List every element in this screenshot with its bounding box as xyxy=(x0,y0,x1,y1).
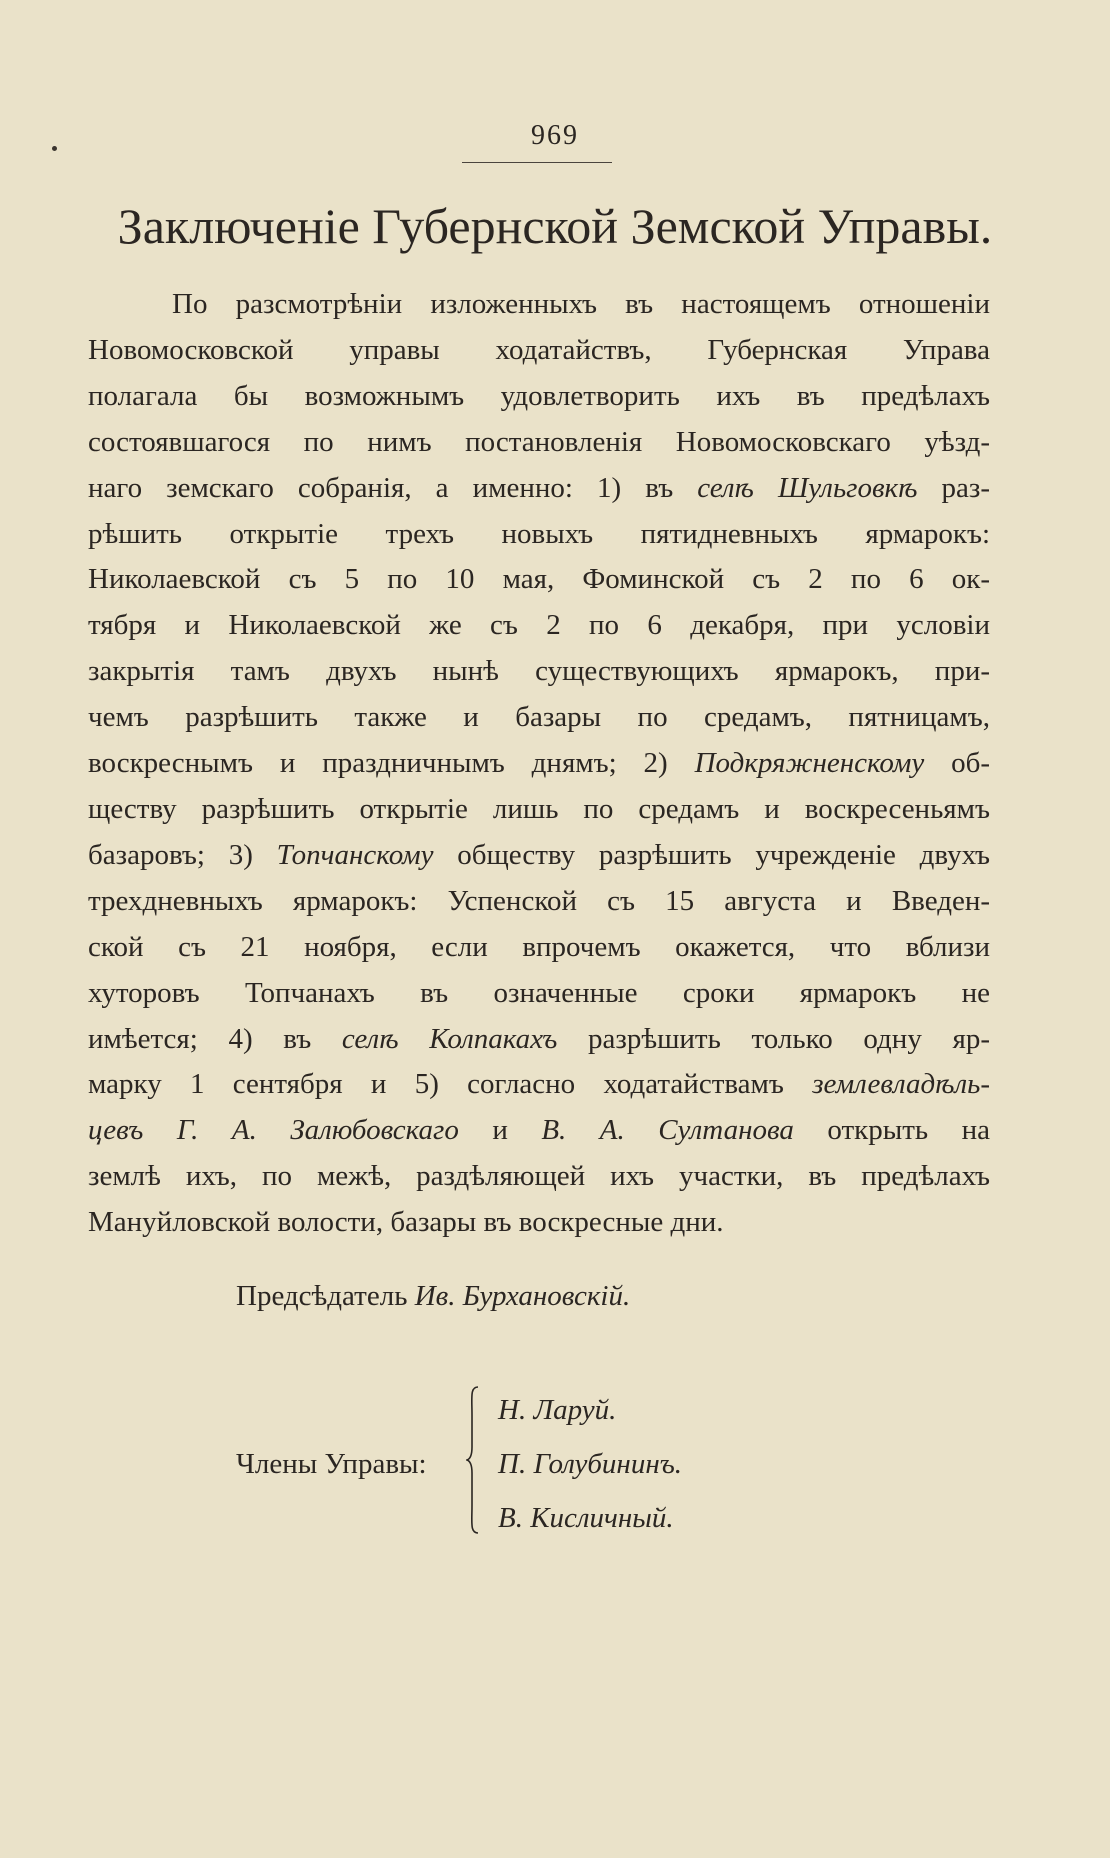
text-segment: Мануйловской волости, базары въ воскресные дни. xyxy=(88,1206,724,1239)
text-line xyxy=(88,971,990,1017)
text-segment: чемъ разрѣшить также и базары по средамъ, пятницамъ, xyxy=(88,701,990,734)
text-line xyxy=(88,512,990,558)
text-line xyxy=(88,374,990,420)
member-name: В. Кисличный. xyxy=(498,1502,674,1534)
text-segment: трехдневныхъ ярмарокъ: Успенской съ 15 августа и Введен- xyxy=(88,884,990,917)
text-line xyxy=(88,879,990,925)
text-segment: Николаевской съ 5 по 10 мая, Фоминской съ 2 по 6 ок- xyxy=(88,563,990,596)
text-segment: ществу разрѣшить открытiе лишь по средамъ и воскресеньямъ xyxy=(88,792,990,825)
text-line xyxy=(88,925,990,971)
chairman-label: Предсѣдатель xyxy=(236,1280,408,1312)
text-line xyxy=(88,649,990,695)
text-segment: закрытiя тамъ двухъ нынѣ существующихъ ярмарокъ, при- xyxy=(88,655,990,688)
italic-text: цевъ Г. А. Залюбовскаго xyxy=(88,1114,459,1147)
text-segment: открыть на xyxy=(793,1114,990,1147)
text-segment: об- xyxy=(924,747,990,780)
text-segment: воскреснымъ и праздничнымъ днямъ; 2) xyxy=(88,747,695,780)
chairman-signature xyxy=(236,1276,630,1316)
text-line xyxy=(88,741,990,787)
text-segment: хуторовъ Топчанахъ въ означенные сроки ярмарокъ не xyxy=(88,976,990,1009)
text-segment: рѣшить открытiе трехъ новыхъ пятидневныхъ ярмарокъ: xyxy=(88,517,990,550)
body-paragraph xyxy=(88,282,990,1246)
text-line xyxy=(88,1200,990,1246)
text-segment: По разсмотрѣнiи изложенныхъ въ настоящемъ отношенiи xyxy=(172,288,990,320)
italic-text: Подкряжненскому xyxy=(694,747,925,780)
text-segment: базаровъ; 3) xyxy=(88,838,277,871)
text-segment: разрѣшить только одну яр- xyxy=(557,1022,990,1055)
page-number: 969 xyxy=(531,120,579,151)
text-segment: полагала бы возможнымъ удовлетворить ихъ въ предѣлахъ xyxy=(88,379,990,412)
text-segment: ской съ 21 ноября, если впрочемъ окажется, что вблизи xyxy=(88,930,990,963)
text-segment: наго земскаго собранiя, а именно: 1) въ xyxy=(88,471,698,504)
text-segment: имѣется; 4) въ xyxy=(88,1022,342,1055)
text-line xyxy=(88,466,990,512)
member-name: П. Голубининъ. xyxy=(498,1448,683,1480)
italic-text: селѣ Шульговкѣ xyxy=(697,471,918,504)
italic-text: В. А. Султанова xyxy=(541,1114,794,1147)
members-label: Члены Управы: xyxy=(236,1448,427,1480)
text-line xyxy=(88,603,990,649)
text-line xyxy=(88,1108,990,1154)
italic-text: селѣ Колпакахъ xyxy=(341,1022,558,1055)
text-segment: состоявшагося по нимъ постановленiя Новомосковскаго уѣзд- xyxy=(88,425,990,458)
text-segment: раз- xyxy=(917,471,991,504)
italic-text: землевладѣль- xyxy=(812,1068,990,1101)
chairman-name: Ив. Бурхановскiй. xyxy=(414,1280,631,1312)
text-segment: землѣ ихъ, по межѣ, раздѣляющей ихъ участки, въ предѣлахъ xyxy=(88,1160,990,1193)
italic-text: Топчанскому xyxy=(276,838,434,871)
text-line xyxy=(88,282,990,328)
text-line xyxy=(88,787,990,833)
text-line xyxy=(88,420,990,466)
text-segment: обществу разрѣшить учрежденiе двухъ xyxy=(433,838,990,871)
member-name: Н. Ларуй. xyxy=(498,1394,617,1426)
text-segment: Новомосковской управы ходатайствъ, Губернская Управа xyxy=(88,333,990,366)
text-segment: марку 1 сентября и 5) согласно ходатайствамъ xyxy=(88,1068,813,1101)
text-line xyxy=(88,557,990,603)
text-line xyxy=(88,1154,990,1200)
members-brace xyxy=(466,1385,480,1535)
text-line xyxy=(88,695,990,741)
text-line xyxy=(88,328,990,374)
text-line xyxy=(88,1062,990,1108)
text-line xyxy=(88,1017,990,1063)
text-segment: и xyxy=(458,1114,542,1147)
page-title: Заключенiе Губернской Земской Управы. xyxy=(117,198,993,254)
page-number-rule xyxy=(462,162,612,163)
text-segment: тября и Николаевской же съ 2 по 6 декабря, при условiи xyxy=(88,609,990,642)
text-line xyxy=(88,833,990,879)
